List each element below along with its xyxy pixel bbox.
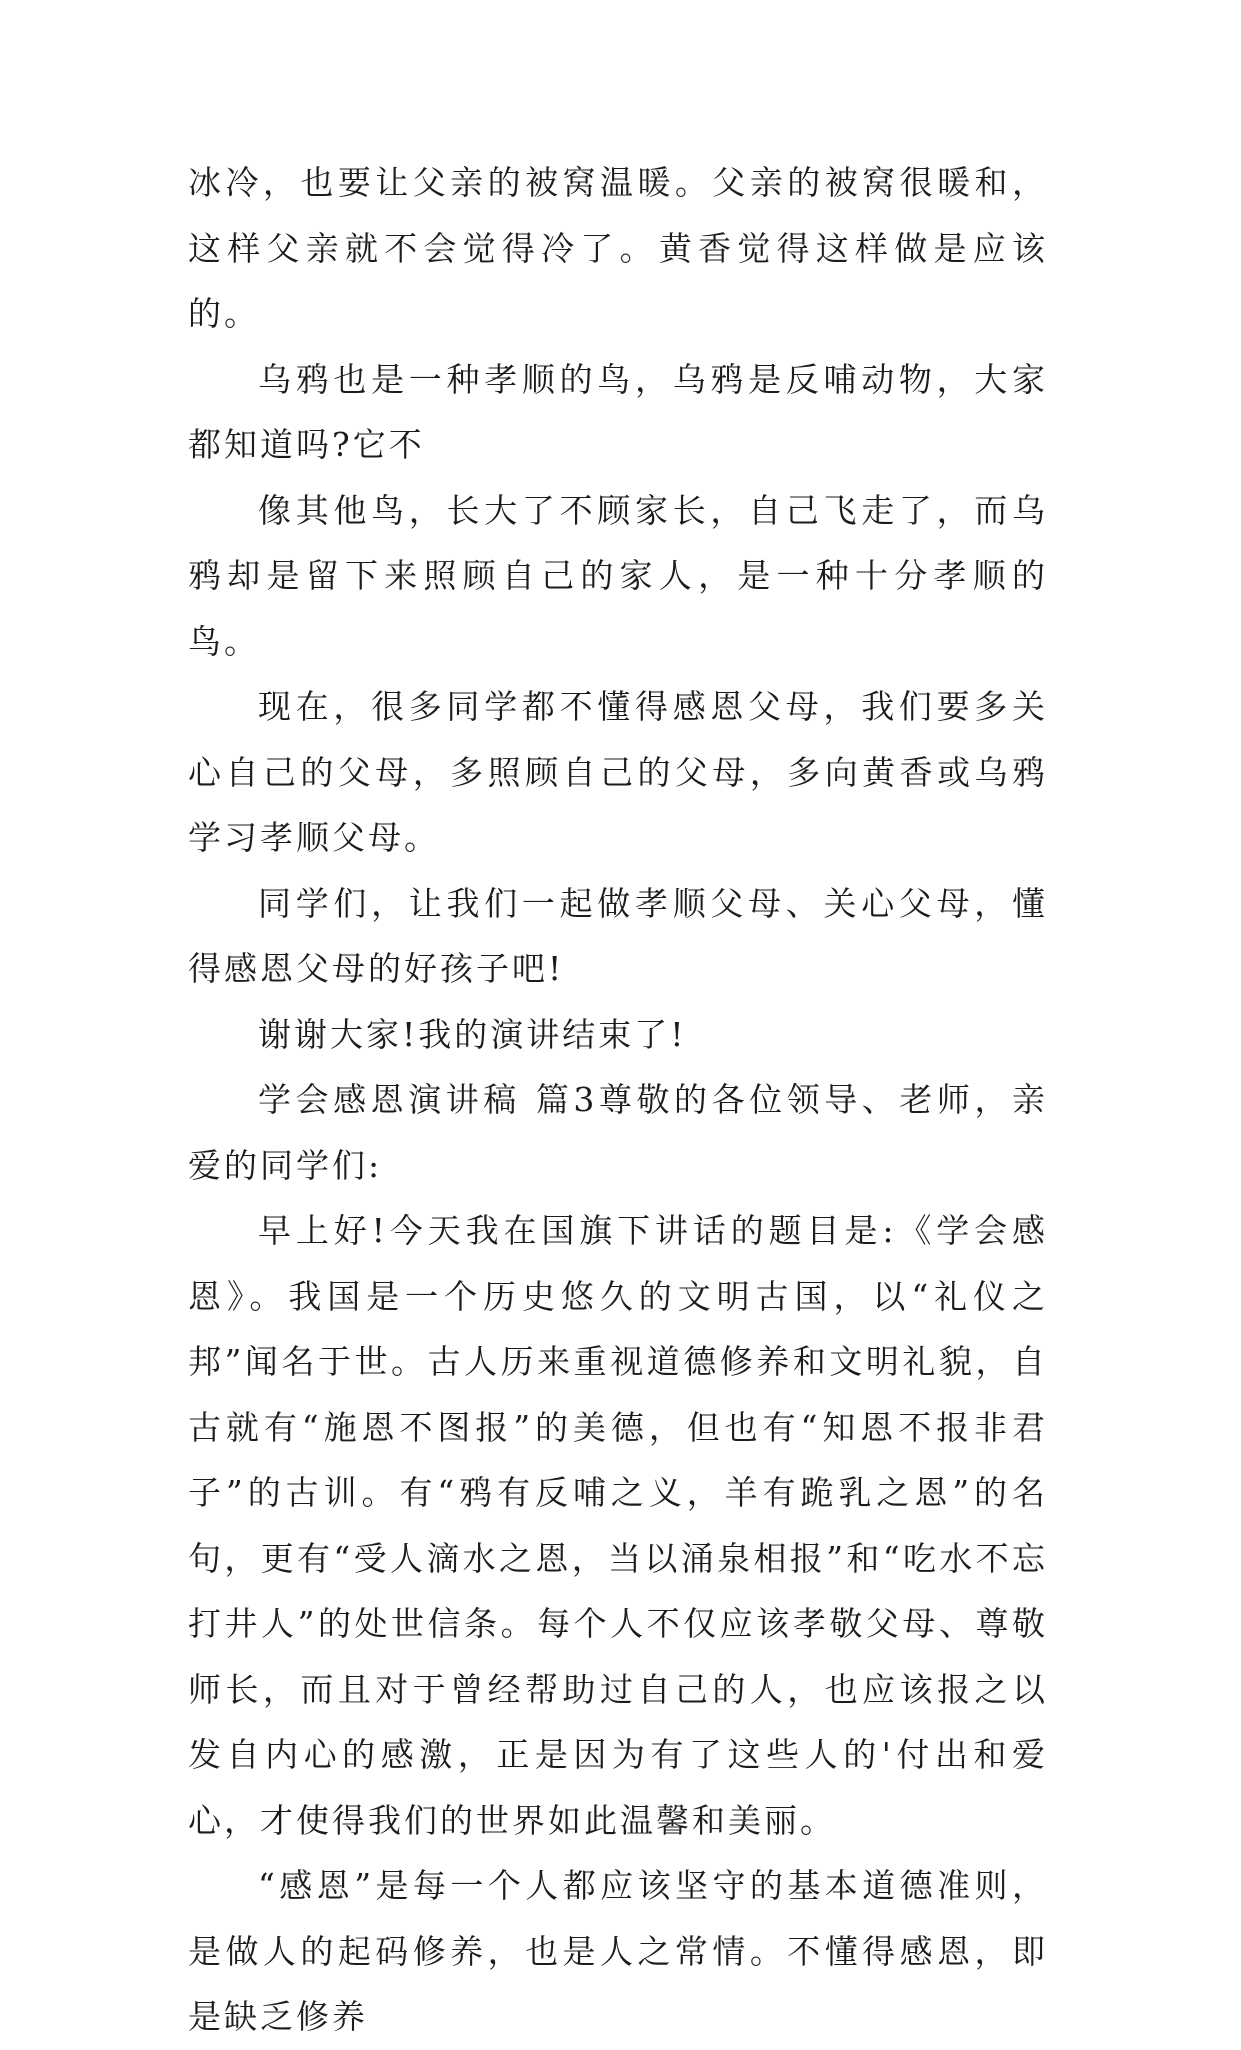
paragraph: 乌鸦也是一种孝顺的鸟，乌鸦是反哺动物，大家都知道吗?它不 [188, 359, 1048, 464]
paragraph: “感恩”是每一个人都应该坚守的基本道德准则，是做人的起码修养，也是人之常情。不懂得感恩，即是缺乏修养 [188, 1866, 1048, 2036]
paragraph: 像其他鸟，长大了不顾家长，自己飞走了，而乌鸦却是留下来照顾自己的家人，是一种十分孝顺的鸟。 [188, 490, 1048, 661]
document-body [188, 150, 1048, 2050]
paragraph: 学会感恩演讲稿 篇3尊敬的各位领导、老师，亲爱的同学们: [188, 1080, 1048, 1185]
paragraph: 现在，很多同学都不懂得感恩父母，我们要多关心自己的父母，多照顾自己的父母，多向黄香或乌鸦学习孝顺父母。 [188, 687, 1048, 857]
paragraph: 谢谢大家!我的演讲结束了! [258, 1014, 687, 1054]
paragraph: 同学们，让我们一起做孝顺父母、关心父母，懂得感恩父母的好孩子吧! [188, 883, 1048, 988]
paragraph: 早上好!今天我在国旗下讲话的题目是:《学会感恩》。我国是一个历史悠久的文明古国，以“礼仪之邦”闻名于世。古人历来重视道德修养和文明礼貌，自古就有“施恩不图报”的美德，但也有“知恩不报非君子”的古训。有“鸦有反哺之义，羊有跪乳之恩”的名句，更有“受人滴水之恩，当以涌泉相报”和“吃水不忘打井人”的处世信条。每个人不仅应该孝敬父母、尊敬师长，而且对于曾经帮助过自己的人，也应该报之以发自内心的感激，正是因为有了这些人的'付出和爱心，才使得我们的世界如此温馨和美丽。 [188, 1211, 1048, 1840]
paragraph: 冰冷，也要让父亲的被窝温暖。父亲的被窝很暖和，这样父亲就不会觉得冷了。黄香觉得这样做是应该的。 [188, 163, 1048, 333]
